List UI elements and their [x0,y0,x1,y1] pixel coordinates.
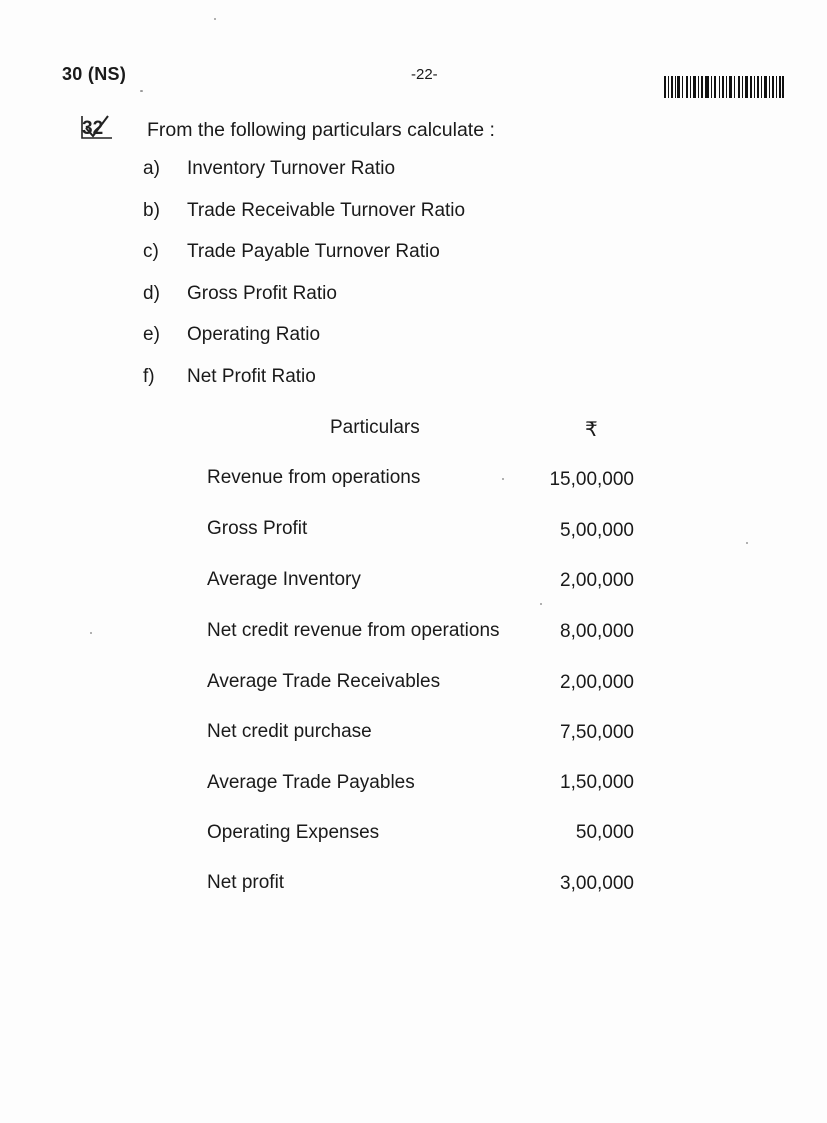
sub-question-letter: d) [143,282,160,304]
table-header-amount: ₹ [585,419,598,441]
table-row-value: 3,00,000 [560,873,634,894]
sub-question-text: Net Profit Ratio [187,365,316,387]
scan-speck [140,90,143,92]
sub-question-text: Gross Profit Ratio [187,282,337,304]
sub-question [143,241,465,283]
table-row-value: 5,00,000 [560,520,634,541]
sub-question-letter: c) [143,241,159,263]
sub-question-letter: f) [143,365,155,387]
table-row-value: 2,00,000 [560,570,634,591]
table-row-value: 2,00,000 [560,672,634,693]
sub-question [143,283,465,325]
table-row-value: 7,50,000 [560,722,634,743]
table-row-label: Operating Expenses [207,822,380,843]
sub-question [143,200,465,242]
handwritten-tick-mark [78,112,118,146]
question-number-text: 32 [82,118,104,139]
table-row-label: Revenue from operations [207,467,421,488]
table-row-value: 1,50,000 [560,772,634,793]
scan-speck [540,603,542,605]
table-row-value: 8,00,000 [560,621,634,642]
scan-speck [90,632,92,634]
sub-question [143,324,465,366]
question-instruction: From the following particulars calculate : [147,119,495,141]
table-row-value: 15,00,000 [549,469,634,490]
table-row-label: Net credit revenue from operations [207,620,500,641]
table-row-label: Gross Profit [207,518,308,539]
table-row-label: Average Trade Receivables [207,671,441,692]
table-row-label: Net credit purchase [207,721,372,742]
sub-question-list [143,158,465,408]
sub-question [143,158,465,200]
scan-speck [502,478,504,480]
sub-question [143,366,465,408]
sub-question-letter: a) [143,158,160,179]
scan-speck [746,542,748,544]
page-number: -22- [411,66,438,83]
sub-question-text: Inventory Turnover Ratio [187,158,396,179]
sub-question-letter: e) [143,324,160,346]
table-row-label: Average Inventory [207,569,361,590]
scan-speck [214,18,216,20]
barcode-graphic [664,76,784,98]
table-header-particulars: Particulars [330,417,420,438]
sub-question-text: Trade Payable Turnover Ratio [187,241,440,263]
sub-question-letter: b) [143,199,160,221]
sub-question-text: Operating Ratio [187,324,321,346]
table-row-label: Net profit [207,872,285,893]
paper-code: 30 (NS) [62,64,127,84]
sub-question-text: Trade Receivable Turnover Ratio [187,199,466,221]
table-row-value: 50,000 [575,822,634,843]
table-row-label: Average Trade Payables [207,772,415,793]
question-number [82,118,103,140]
